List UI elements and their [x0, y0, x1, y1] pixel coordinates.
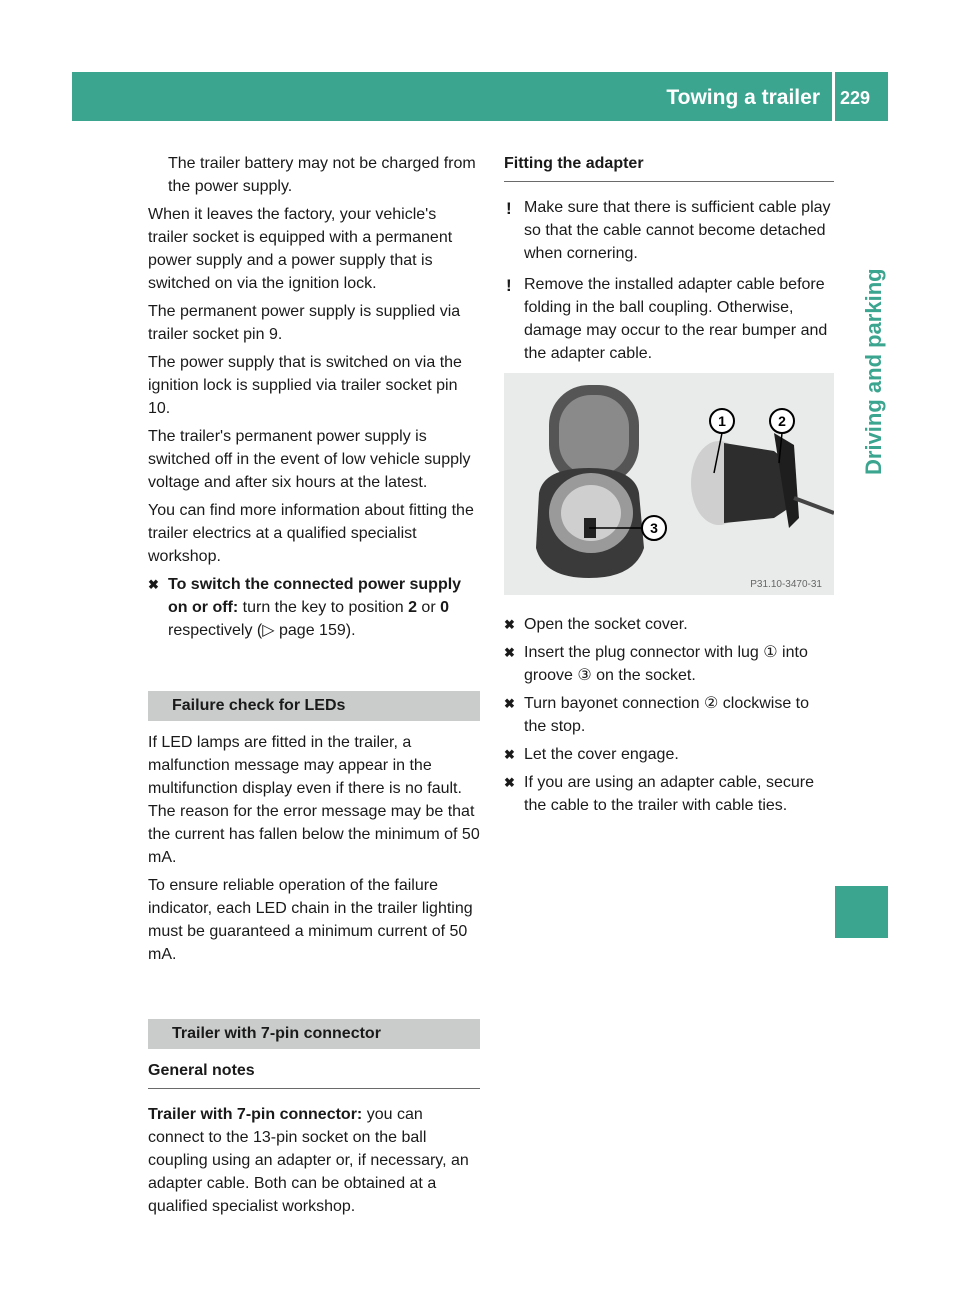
exclamation-icon: ! — [506, 199, 512, 218]
paragraph: When it leaves the factory, your vehicle's trailer socket is equipped with a permanent power supply and a power supply that is switched on via the ignition lock. — [148, 206, 453, 292]
step-text: Let the cover engage. — [524, 746, 679, 763]
paragraph: The permanent power supply is supplied via trailer socket pin 9. — [148, 303, 461, 343]
side-tab-marker — [835, 886, 888, 938]
exclamation-icon: ! — [506, 276, 512, 295]
paragraph: The trailer's permanent power supply is switched off in the event of low vehicle supply voltage and after six hours at the latest. — [148, 428, 471, 491]
instruction-step — [504, 692, 834, 738]
page-title: Towing a trailer — [666, 86, 820, 109]
page-reference-link[interactable]: ▷ page 159 — [262, 622, 346, 639]
arrow-right-icon: ✖ — [504, 747, 515, 762]
instruction-step — [504, 771, 834, 817]
step-text: ). — [345, 622, 356, 639]
arrow-right-icon: ✖ — [504, 775, 515, 790]
page-number: 229 — [840, 88, 871, 108]
instruction-step — [504, 641, 834, 687]
section-heading: Failure check for LEDs — [148, 691, 480, 721]
step-text: turn the key to position — [238, 599, 409, 616]
note-text: you can connect to the 13-pin socket on the ball coupling using an adapter or, if necessary, an adapter cable. Both can be obtained at a qualified specialist workshop. — [148, 1106, 469, 1215]
step-text: Insert the plug connector with lug ① into groove ③ on the socket. — [524, 644, 808, 684]
step-label: To switch the connected power supply on or off: — [168, 576, 462, 616]
callout-label: 2 — [778, 413, 786, 429]
section-heading: Trailer with 7-pin connector — [148, 1019, 480, 1049]
paragraph: To ensure reliable operation of the failure indicator, each LED chain in the trailer lighting must be guaranteed a minimum current of 50 mA. — [148, 877, 473, 963]
callout-label: 3 — [650, 520, 658, 536]
battery-note: The trailer battery may not be charged from the power supply. — [168, 155, 476, 195]
key-position: 0 — [440, 599, 450, 616]
paragraph: You can find more information about fitting the trailer electrics at a qualified specialist workshop. — [148, 502, 474, 565]
left-column — [148, 152, 480, 1223]
adapter-figure — [504, 373, 834, 595]
step-text: or — [416, 599, 441, 616]
arrow-right-icon: ✖ — [504, 696, 515, 711]
arrow-right-icon: ✖ — [504, 645, 515, 660]
paragraph: If LED lamps are fitted in the trailer, a malfunction message may appear in the multifunction display even if there is no fault. The reason for the error message may be that the current has fallen below the minimum of 50 mA. — [148, 734, 480, 866]
instruction-step — [504, 743, 834, 766]
socket-illustration — [504, 373, 834, 595]
step-text: respectively ( — [168, 622, 263, 639]
step-text: If you are using an adapter cable, secure the cable to the trailer with cable ties. — [524, 774, 814, 814]
paragraph: The power supply that is switched on via the ignition lock is supplied via trailer socket pin 10. — [148, 354, 462, 417]
key-position: 2 — [408, 599, 417, 616]
step-text: Turn bayonet connection ② clockwise to the stop. — [524, 695, 810, 735]
arrow-right-icon: ✖ — [504, 617, 515, 632]
subheading: General notes — [148, 1059, 480, 1089]
warning-text: Make sure that there is sufficient cable play so that the cable cannot become detached when cornering. — [524, 199, 831, 262]
arrow-right-icon: ✖ — [148, 577, 159, 592]
right-column — [504, 152, 834, 822]
paragraph — [148, 1103, 480, 1218]
side-tab-label: Driving and parking — [861, 268, 886, 475]
callout-label: 1 — [718, 413, 726, 429]
header-separator — [832, 72, 835, 121]
warning-text: Remove the installed adapter cable before folding in the ball coupling. Otherwise, damage may occur to the rear bumper and the adapter cable. — [524, 276, 828, 362]
note-label: Trailer with 7-pin connector: — [148, 1106, 363, 1123]
warning-note — [504, 273, 834, 365]
subheading: Fitting the adapter — [504, 152, 834, 182]
figure-code: P31.10-3470-31 — [750, 579, 822, 590]
instruction-step — [504, 613, 834, 636]
step-text: Open the socket cover. — [524, 616, 688, 633]
instruction-step — [148, 573, 480, 642]
warning-note — [504, 196, 834, 265]
